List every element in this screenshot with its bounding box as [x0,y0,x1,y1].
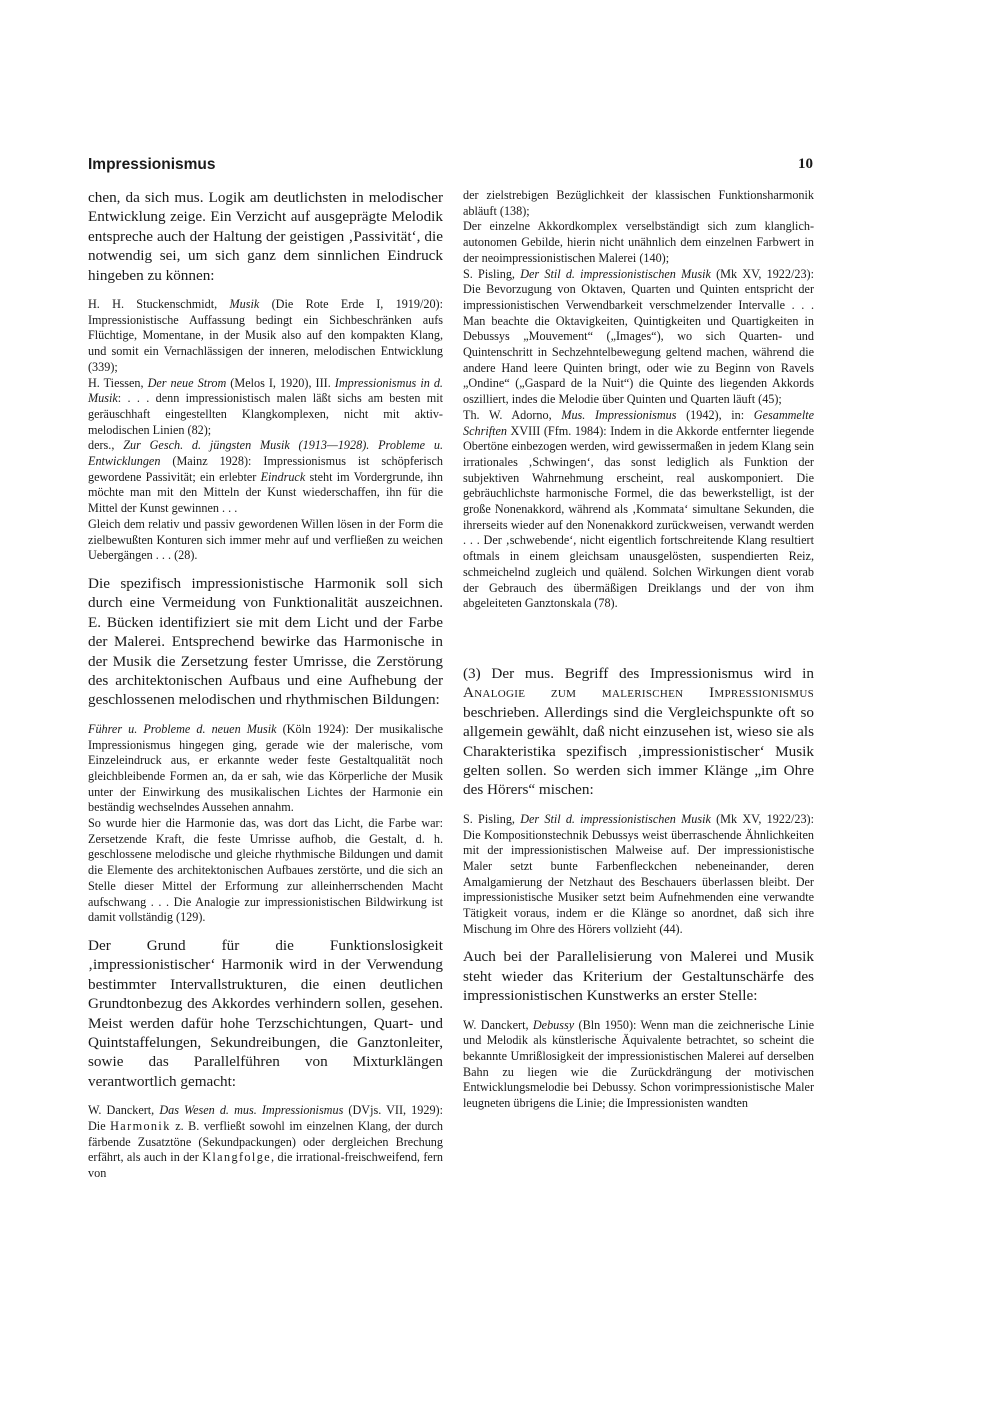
citation-author: ders., [88,438,124,453]
citation-work: Zur Gesch. d. jüngsten Musik (1913—1928). Probleme u. Entwicklungen [88,438,443,469]
body-paragraph: Auch bei der Parallelisierung von Malerei und Musik steht wieder das Kriterium der Gestaltunschärfe des impressionistischen Kunstwerks an erster Stelle: [463,948,814,1005]
citation-text: z. B. verfließt sowohl im einzelnen Klang, der durch färbende Zusatztöne (Sekundpackungen) oder dergleichen Brechung erfährt, als auch in der [88,1118,443,1165]
citation-author: W. Danckert, [88,1103,160,1118]
citation-text: (Melos I, 1920), III. [226,375,335,390]
citation-work: Musik [229,297,260,312]
citation-work: Mus. Impressionismus [561,407,677,422]
citation-text: (Mk XV, 1922/23): Die Kompositionstechnik Debussys weist überraschende Ähnlichkeiten mit der impressionistischen Malweise auf. Der impressionistische Maler setzt bunte Farbenfleckchen nebeneinander, deren Amalgamierung der Netzhaut des Beschauers überlassen bleibt. Der impressionistische Musiker setzt beim Aufnehmenden eine verwandte Tätigkeit voraus, indem er die Klänge so anordnet, daß sich ihre Mischung im Ohre des Hörers vollzieht (44). [463,811,815,936]
citation-work: Impressionismus in d. Musik [88,375,443,406]
left-column [88,188,443,1192]
citation-author: S. Pisling, [463,811,521,826]
body-paragraph: Die spezifisch impressionistische Harmonik soll sich durch eine Vermeidung von Funktionalität auszeichnen. E. Bücken identifiziert sie mit dem Licht und der Farbe der Malerei. Entsprechend bewirke das Harmonische in der Musik die Zersetzung fester Umrisse, die Zerstörung des architektonischen Aufbaus und eine Aufhebung der geschlossenen melodischen und rhythmischen Bildungen: [88,574,443,709]
citation-text: XVIII (Ffm. 1984): Indem in die Akkorde entfernter liegende Obertöne einbezogen werden, wird gewissermaßen in jedem Klang sein irrationales ‚Schwingen‘, das sonst lediglich als Funktion der subjektiven Wahrnehmung erscheint, real auskomponiert. Die gebräuchlichste harmonische Formel, die das bewerkstelligt, ist der große Nonenakkord, während als ‚Kommata‘ simultane Sekunden, die ihrerseits wieder auf den Nonenakkord zurückweisen, verwandt werden . . . Der ‚schwebende‘, nicht eigentlich fortschreitende Klang resultiert oftmals in einem gleichsam unausgelösten, suspendierten Reiz, schmeichelnd zugleich und quälend. Solchen Wirkungen dient vorab der Gebrauch des übermäßigen Dreiklangs und der von ihm abgeleiteten Ganztonskala (78). [463,423,814,611]
citation-text: Gleich dem relativ und passiv gewordenen Willen lösen in der Form die zielbewußten Konturen sich immer mehr auf und verfließen zu weichen Uebergängen . . . (28). [88,516,443,563]
citation-tiessen-2 [88,438,443,564]
citation-spaced-term: Harmonik [110,1118,171,1133]
citation-work: Das Wesen d. mus. Impressionismus [159,1103,344,1118]
citation-text: Der einzelne Akkordkomplex verselbständigt sich zum klanglich-autonomen Gebilde, hierin nicht unähnlich dem einzelnen Farbwert in der neoimpressionistischen Malerei (140); [463,219,814,265]
citation-text: : . . . denn impressionistisch malen läßt sichs am besten mit geräuschhaft eingestellten Klangkomplexen, nicht mit aktiv-melodischen Linien (82); [88,391,443,437]
citation-work: Der Stil d. impressionistischen Musik [520,811,711,826]
citation-text: (Köln 1924): Der musikalische Impressionismus hingegen ging, gerade wie der malerische, vom Einzeleindruck aus, er erkannte weder feste Gestaltqualität noch gleichbleibende Formen an, da er sah, wie das Körperliche der Musik unter der Einwirkung des musikalischen Lichtes der Harmonie ein beständig wechselndes Aussehen annahm. [88,721,444,815]
citation-danckert-2 [463,1018,814,1112]
citation-author: H. H. Stuckenschmidt, [88,297,230,312]
citation-text: (1942), in: [676,407,754,422]
citation-work: Der neue Strom [147,375,227,390]
body-text: beschrieben. Allerdings sind die Vergleichspunkte oft so allgemein gewählt, daß nicht einzusehen ist, wieso sie als Charakteristika spezifisch ‚impressionistischer‘ Musik gelten sollen. So werden sich immer Klänge „im Ohre des Hörers“ mischen: [463,703,814,799]
citation-spaced-term: Klangfolge [202,1150,272,1165]
citation-adorno [463,408,814,612]
citation-emphasis: Eindruck [260,469,306,484]
section-3-paragraph [463,664,814,800]
citation-pisling-2 [463,812,814,938]
citation-text: (Die Rote Erde I, 1919/20): Impressionistische Auffassung bedingt ein Sichbeschränken aufs Flüchtige, Momentane, in der Musik also auf den kompakten Klang, und somit ein Vernachlässigen der inneren, melodischen Entwicklung (339); [88,297,443,374]
citation-work: Führer u. Probleme d. neuen Musik [88,721,277,736]
citation-pisling [463,267,814,408]
page-number: 10 [798,156,813,172]
body-paragraph: chen, da sich mus. Logik am deutlichsten in melodischer Entwicklung zeige. Ein Verzicht auf ausgeprägte Melodik entspreche auch der Haltung der geistigen ‚Passivität‘, die notwendig sei, um sich ganz dem sinnlichen Eindruck hingeben zu können: [88,189,443,284]
citation-text: (Bln 1950): Wenn man die zeichnerische Linie und Melodik als künstlerische Äquivalente betrachtet, so scheint die bekannte Umrißlosigkeit der impressionistischen Malerei auf derselben Bahn zu liegen wie die Zurückdrängung der motivischen Entwicklungsmelodie bei Debussy. Schon vorimpressionistische Maler leugneten übrigens die Linie; die Impressionisten wandten [463,1017,815,1111]
citation-author: H. Tiessen, [88,375,148,390]
running-title: Impressionismus [88,156,216,173]
citation-author: S. Pisling, [463,266,521,281]
small-caps-term: Analogie zum malerischen Impressionismus [463,684,814,702]
citation-text: steht im Vordergrunde, ihn möchte man mit den Mitteln der Kunst wiederschaffen, ihn für die Mittel der Kunst gewinnen . . . [88,469,443,516]
right-column [463,188,814,1122]
citation-text: der zielstrebigen Bezüglichkeit der klassischen Funktionsharmonik abläuft (138); [463,188,814,218]
citation-text: (Mk XV, 1922/23): Die Bevorzugung von Oktaven, Quarten und Quinten entspricht der impressionistischen Verwendbarkeit verschmelzender Intervalle . . . Man beachte die Oktavigkeiten, Quintigkeiten und Quartigkeiten in Debussys „Mouvement“ („Images“), wo sich Quarten- und Quintenschritt in Sechzehntelbewegung geltend machen, während die andere Hand leere Quinten bringt, oder wie zu Beginn von Ravels „Ondine“ („Gaspard de la Nuit“) die Quinte des liegenden Akkords oszilliert, indes die Melodie über Quinten und Quarten läuft (45); [463,266,815,407]
citation-author: W. Danckert, [463,1017,533,1032]
citation-danckert-cont [463,188,814,267]
citation-text: So wurde hier die Harmonie das, was dort das Licht, die Farbe war: Zersetzende Kraft, die feste Umrisse aufhob, die Gestalt, d. h. geschlossene melodische und gleiche rhythmische Bildungen und damit die Elemente des architektonischen Aufbaues zerstörte, und die sich an Stelle dieser Mittel der Erformung zur alleinherrschenden Macht aufschwang . . . Die Analogie zur impressionistischen Bildwirkung ist damit vollständig (129). [88,816,443,925]
citation-work: Gesammelte Schriften [463,407,815,438]
citation-author: Th. W. Adorno, [463,407,562,422]
citation-text: , die irrational-freischweifend, fern von [88,1150,443,1181]
citation-tiessen [88,376,443,439]
citation-text: (DVjs. VII, 1929): Die [88,1103,444,1133]
citation-buecken [88,722,443,926]
citation-danckert [88,1103,443,1182]
citation-work: Der Stil d. impressionistischen Musik [520,266,711,281]
citation-work: Debussy [532,1017,575,1032]
citation-text: (Mainz 1928): Impressionismus ist schöpferisch gewordene Passivität; ein erlebter [88,454,443,484]
page-header [88,156,813,180]
citation-stuckenschmidt [88,297,443,376]
body-text: (3) Der mus. Begriff des Impressionismus wird in [463,664,814,682]
body-paragraph: Der Grund für die Funktionslosigkeit ‚impressionistischer‘ Harmonik wird in der Verwendung bestimmter Intervallstrukturen, die einen deutlichen Grundtonbezug des Akkordes verhindern sollen, gesehen. Meist werden dafür hohe Terzschichtungen, Quart- und Quintstaffelungen, Sekundreibungen, die Ganztonleiter, sowie das Parallelführen von Mixturklängen verantwortlich gemacht: [88,936,443,1090]
